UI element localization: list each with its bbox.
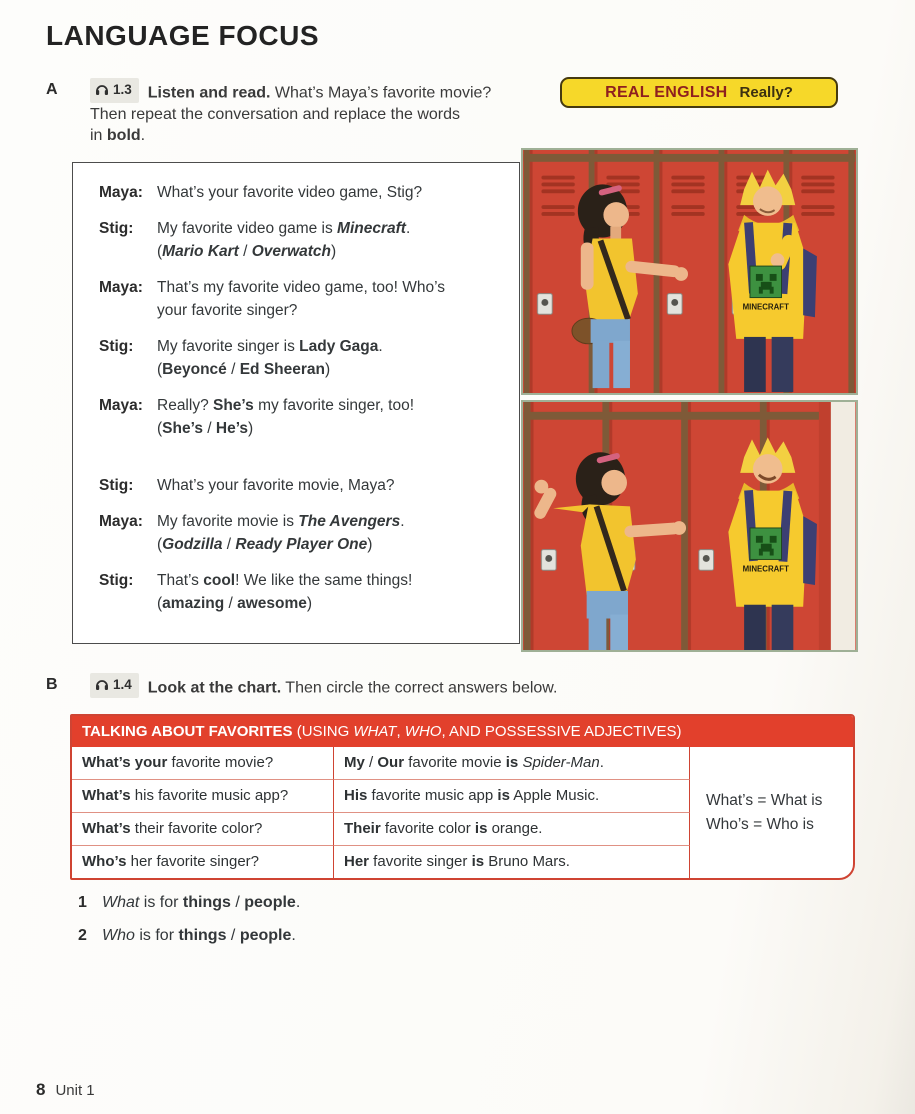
text-segment: What’s your	[82, 754, 168, 771]
speaker-name: Maya:	[99, 184, 143, 201]
audio-chip-1-4	[90, 673, 139, 698]
contraction-line: What’s = What is	[706, 791, 823, 809]
text-segment: is for	[134, 927, 179, 944]
text-segment: in	[90, 127, 107, 145]
text-segment: Lady Gaga	[299, 338, 379, 355]
text-segment: /	[226, 361, 240, 378]
dialogue-turn	[99, 276, 505, 322]
text-segment: That’s my favorite video game, too! Who’s	[157, 279, 446, 296]
text-segment: cool	[203, 572, 236, 589]
text-segment: .	[599, 754, 604, 771]
text-segment: favorite color	[380, 820, 475, 837]
text-segment: That’s	[157, 572, 204, 589]
text-segment: their favorite color?	[130, 820, 263, 837]
speaker-name: Stig:	[99, 338, 134, 355]
exercise-b-instruction-text	[148, 679, 558, 696]
table-question-cell	[72, 747, 334, 779]
dialogue-text	[157, 217, 505, 263]
text-segment: )	[331, 243, 337, 260]
text-segment: (	[157, 420, 163, 437]
text-segment: Ed Sheeran	[239, 361, 325, 378]
speaker-name: Stig:	[99, 220, 134, 237]
table-answer-cell	[334, 812, 690, 845]
text-segment: (	[157, 361, 163, 378]
text-segment: Then repeat the conversation and replace the words	[90, 105, 461, 123]
illustration-maya-stig-lockers-1	[521, 148, 858, 395]
text-segment: She’s	[213, 397, 254, 414]
text-segment: ,	[396, 723, 405, 740]
text-segment: Listen and read.	[147, 84, 271, 102]
text-segment: is	[474, 820, 488, 837]
exercise-item	[78, 925, 300, 946]
exercise-a-instruction	[90, 79, 560, 147]
page-number: 8	[36, 1080, 46, 1099]
audio-track-number: 1.4	[113, 677, 132, 692]
unit-label: Unit 1	[55, 1082, 95, 1099]
page-footer	[36, 1080, 95, 1100]
item-number: 1	[78, 894, 87, 911]
text-segment: Spider-Man	[522, 754, 600, 771]
text-segment: her favorite singer?	[126, 853, 260, 870]
text-segment: ! We like the same things!	[235, 572, 413, 589]
text-segment: favorite movie?	[167, 754, 274, 771]
conversation-box	[72, 162, 520, 644]
text-segment: The Avengers	[298, 513, 401, 530]
dialogue-text	[157, 276, 505, 322]
table-question-cell	[72, 812, 334, 845]
text-segment: favorite music app	[367, 787, 498, 804]
headphones-icon	[95, 678, 109, 691]
text-segment: My favorite singer is	[157, 338, 300, 355]
text-segment: Look at the chart.	[147, 679, 282, 697]
item-text	[102, 892, 300, 913]
text-segment: bold	[106, 127, 141, 145]
dialogue-turn	[99, 394, 505, 440]
text-segment: /	[238, 243, 252, 260]
exercise-b-instruction	[90, 674, 850, 699]
text-segment: is	[471, 853, 485, 870]
hoodie-text: MINECRAFT	[742, 302, 789, 312]
text-segment: /	[202, 420, 216, 437]
text-segment: Really?	[157, 397, 213, 414]
text-segment: /	[230, 894, 245, 911]
text-segment: .	[140, 127, 146, 145]
dialogue-turn	[99, 335, 505, 381]
text-segment: Then circle the correct answers below.	[281, 679, 558, 697]
text-segment: , AND POSSESSIVE ADJECTIVES)	[441, 723, 682, 740]
text-segment: my favorite singer, too!	[253, 397, 415, 414]
text-segment: What’s your favorite movie, Maya?	[157, 477, 395, 494]
text-segment: .	[295, 894, 301, 911]
exercise-b-items	[78, 892, 300, 958]
grammar-table-body	[72, 747, 853, 878]
text-segment: your favorite singer?	[157, 302, 298, 319]
dialogue-turn	[99, 181, 505, 204]
text-segment: What’s	[82, 820, 131, 837]
text-segment: What’s Maya’s favorite movie?	[270, 84, 492, 102]
text-segment: his favorite music app?	[130, 787, 289, 804]
text-segment: Beyoncé	[162, 361, 227, 378]
text-segment: .	[400, 513, 405, 530]
text-segment: is	[497, 787, 510, 804]
locker-scene-2	[523, 402, 856, 650]
text-segment: What’s your favorite video game, Stig?	[157, 184, 423, 201]
exercise-item	[78, 892, 300, 913]
audio-chip-1-3	[90, 78, 139, 103]
speaker-name: Stig:	[99, 572, 134, 589]
contraction-line: Who’s = Who is	[706, 815, 814, 833]
speaker-name: Maya:	[99, 279, 143, 296]
text-segment: things	[182, 894, 231, 911]
text-segment: )	[306, 595, 313, 612]
real-english-title: REAL ENGLISH	[605, 83, 728, 101]
dialogue-turn	[99, 569, 505, 615]
dialogue-text	[157, 510, 505, 556]
dialogue-text	[157, 474, 505, 497]
text-segment: awesome	[237, 595, 307, 612]
text-segment: /	[226, 927, 240, 944]
text-segment: (	[157, 536, 163, 553]
text-segment: Overwatch	[251, 243, 332, 260]
text-segment: amazing	[162, 595, 225, 612]
exercise-a-instruction-text	[90, 84, 491, 144]
text-segment: TALKING ABOUT FAVORITES	[82, 723, 293, 740]
table-question-cell	[72, 779, 334, 812]
text-segment: )	[325, 361, 331, 378]
audio-track-number: 1.3	[113, 82, 132, 97]
dialogue-turn	[99, 217, 505, 263]
text-segment: My	[344, 754, 365, 771]
locker-scene-1	[523, 150, 856, 393]
text-segment: people	[244, 894, 296, 911]
text-segment: (	[157, 243, 163, 260]
text-segment: /	[364, 754, 378, 771]
speaker-name: Maya:	[99, 397, 143, 414]
dialogue-turn	[99, 510, 505, 556]
text-segment: Who	[102, 927, 135, 944]
text-segment: Godzilla	[162, 536, 223, 553]
text-segment: things	[178, 927, 227, 944]
text-segment: favorite movie	[404, 754, 506, 771]
text-segment: Ready Player One	[235, 536, 368, 553]
table-answer-cell	[334, 845, 690, 878]
dialogue-text	[157, 394, 505, 440]
text-segment: What’s	[82, 787, 131, 804]
text-segment: (	[157, 595, 163, 612]
exercise-b-label: B	[46, 676, 58, 693]
text-segment: What	[102, 894, 140, 911]
text-segment: Minecraft	[337, 220, 406, 237]
text-segment: )	[248, 420, 254, 437]
dialogue-turn	[99, 474, 505, 497]
text-segment: favorite singer	[369, 853, 472, 870]
grammar-table	[70, 714, 855, 880]
text-segment: .	[291, 927, 296, 944]
text-segment: /	[222, 536, 236, 553]
hoodie-text: MINECRAFT	[742, 564, 789, 574]
text-segment: His	[344, 787, 368, 804]
text-segment: is for	[139, 894, 183, 911]
text-segment: My favorite video game is	[157, 220, 338, 237]
text-segment: WHAT	[353, 723, 397, 740]
text-segment: Her	[344, 853, 370, 870]
speaker-name: Maya:	[99, 513, 143, 530]
item-number: 2	[78, 927, 87, 944]
text-segment: Our	[377, 754, 405, 771]
text-segment: Mario Kart	[162, 243, 239, 260]
text-segment: orange.	[487, 820, 543, 837]
text-segment: is	[505, 754, 519, 771]
text-segment: /	[224, 595, 238, 612]
text-segment: .	[378, 338, 383, 355]
exercise-a-label: A	[46, 81, 58, 98]
text-segment: )	[367, 536, 373, 553]
grammar-table-title	[72, 716, 853, 747]
real-english-badge	[560, 77, 838, 108]
item-text	[102, 925, 296, 946]
text-segment: (USING	[292, 723, 354, 740]
table-question-cell	[72, 845, 334, 878]
page-title: LANGUAGE FOCUS	[46, 20, 319, 51]
text-segment: Who’s	[82, 853, 127, 870]
headphones-icon	[95, 83, 109, 96]
dialogue-text	[157, 569, 505, 615]
text-segment: He’s	[215, 420, 249, 437]
text-segment: .	[405, 220, 411, 237]
speaker-name: Stig:	[99, 477, 134, 494]
text-segment: My favorite movie is	[157, 513, 299, 530]
text-segment: Their	[344, 820, 381, 837]
text-segment: She’s	[162, 420, 203, 437]
text-segment: Bruno Mars.	[484, 853, 570, 870]
table-answer-cell	[334, 779, 690, 812]
table-answer-cell	[334, 747, 690, 779]
text-segment: Apple Music.	[509, 787, 600, 804]
text-segment: WHO	[404, 723, 442, 740]
illustration-maya-stig-lockers-2	[521, 400, 858, 652]
dialogue-text	[157, 335, 505, 381]
dialogue-text	[157, 181, 505, 204]
real-english-phrase: Really?	[739, 84, 793, 101]
contractions-note	[690, 747, 853, 878]
text-segment: people	[239, 927, 292, 944]
